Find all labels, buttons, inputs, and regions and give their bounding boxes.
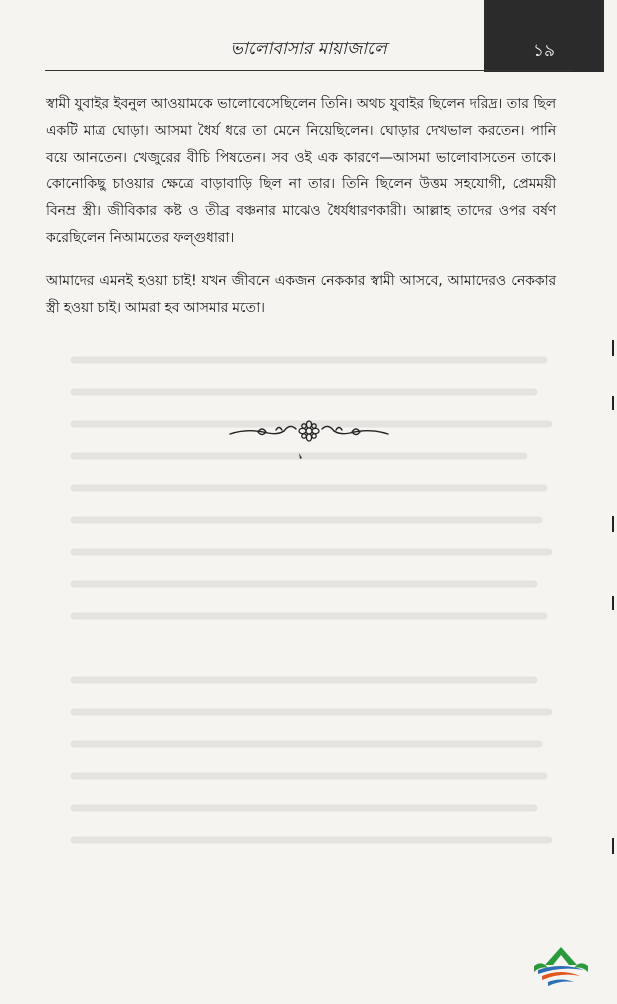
publisher-logo-icon xyxy=(530,944,592,990)
floral-divider-icon xyxy=(228,418,390,446)
margin-mark xyxy=(612,396,614,410)
paragraph-2: আমাদের এমনই হওয়া চাই! যখন জীবনে একজন নেককার স্বামী আসবে, আমাদেরও নেককার স্ত্রী হওয়া চাই। আমরা হব আসমার মতো। xyxy=(46,273,556,316)
ink-speck xyxy=(298,452,304,460)
header-rule xyxy=(45,70,573,71)
page-number-tab xyxy=(484,0,604,72)
margin-mark xyxy=(612,516,614,532)
margin-mark xyxy=(612,340,614,356)
paragraph-1: স্বামী যুবাইর ইবনুল আওয়ামকে ভালোবেসেছিলেন তিনি। অথচ যুবাইর ছিলেন দরিদ্র। তার ছিল একটি মাত্র ঘোড়া। আসমা ধৈর্য ধরে তা মেনে নিয়েছিলেন। ঘোড়ার দেখভাল করতেন। পানি বয়ে আনতেন। খেজুরের বীচি পিষতেন। সব ওই এক কারণে—আসমা ভালোবাসতেন তাকে। কোনোকিছু চাওয়ার ক্ষেত্রে বাড়াবাড়ি ছিল না তার। তিনি ছিলেন উত্তম সহযোগী, প্রেমময়ী বিনম্র স্ত্রী। জীবিকার কষ্ট ও তীব্র বঞ্চনার মাঝেও ধৈর্যধারণকারী। আল্লাহ তাদের ওপর বর্ষণ করেছিলেন নিআমতের ফল্গুধারা। xyxy=(46,96,556,246)
margin-mark xyxy=(612,596,614,610)
margin-mark xyxy=(612,838,614,854)
page-number: ১৯ xyxy=(532,41,556,61)
running-header-title: ভালোবাসার মায়াজালে xyxy=(230,39,387,59)
